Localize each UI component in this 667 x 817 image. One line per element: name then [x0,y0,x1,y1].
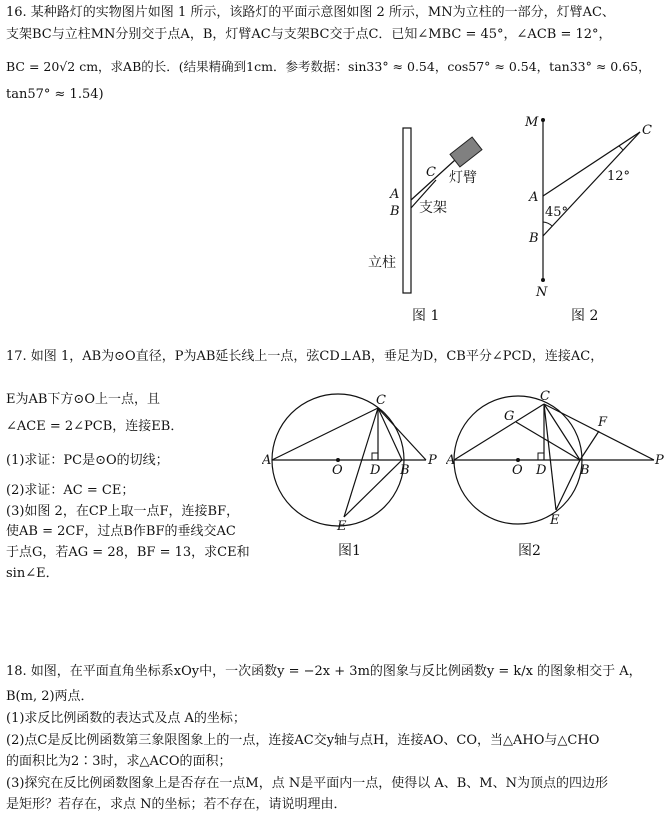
point-O [336,458,340,462]
line-AC [543,132,640,196]
point-O [516,458,520,462]
label-A: A [529,190,539,205]
label-angle-C: 12° [607,169,631,184]
p16-figure-1 [360,120,500,330]
p16-line-1: 16. 某种路灯的实物图片如图 1 所示，该路灯的平面示意图如图 2 所示，MN为立柱的一部分，灯臂AC、 [6,5,615,20]
label-M: M [525,115,539,130]
caption-fig2: 图2 [518,543,541,559]
label-C: C [376,393,386,408]
p18-line-7: 是矩形？若存在，求点 N的坐标；若不存在，请说明理由． [6,797,347,812]
line-BC [543,132,640,236]
line-AC [454,404,544,460]
label-P: P [655,453,664,468]
p17-line-9: sin∠E． [6,566,59,581]
p18-line-3: (1)求反比例函数的表达式及点 A的坐标； [6,711,246,726]
label-A: A [262,453,272,468]
caption-fig2: 图 2 [571,308,599,324]
right-angle-mark [538,453,544,460]
label-E: E [550,513,560,528]
label-G: G [504,409,515,424]
lamp-head-shape [450,137,482,167]
p17-line-1: 17. 如图 1，AB为⊙O直径，P为AB延长线上一点，弦CD⊥AB，垂足为D，CB平分∠PCD，连接AC， [6,349,604,364]
label-P: P [428,453,437,468]
label-angle-B: 45° [545,205,569,220]
p16-line-2: 支架BC与立柱MN分别交于点A，B，灯臂AC与支架BC交于点C．已知∠MBC = 45°，∠ACB = 12°， [6,27,612,42]
label-B: B [390,204,400,219]
label-bracket: 支架 [419,200,447,216]
p17-line-3: ∠ACE = 2∠PCB，连接EB． [6,419,184,434]
line-GB [516,422,580,460]
caption-fig1: 图1 [338,543,361,559]
p17-line-5: (2)求证：AC = CE； [6,483,135,498]
label-B: B [400,463,410,478]
p17-line-6: (3)如图 2，在CP上取一点F，连接BF， [6,504,240,519]
p16-line-3: BC = 20√2 cm，求AB的长．(结果精确到1cm．参考数据：sin33° ≈ 0.54，cos57° ≈ 0.54，tan33° ≈ 0.65， [6,59,651,74]
label-A: A [390,187,400,202]
label-C: C [642,123,652,138]
p17-line-2: E为AB下方⊙O上一点，且 [6,392,160,407]
p17-figure-2 [446,382,667,562]
label-B: B [529,231,539,246]
p17-line-4: (1)求证：PC是⊙O的切线； [6,453,169,468]
line-CP [378,408,426,460]
label-N: N [536,285,548,300]
label-D: D [536,463,547,478]
label-B: B [580,463,590,478]
label-arm: 灯臂 [449,170,477,186]
line-BF [580,431,599,460]
p16-line-4: tan57° ≈ 1.54) [6,87,104,102]
pole-shape [403,128,411,293]
point-N [541,278,545,282]
p17-line-8: 于点G，若AG = 28，BF = 13，求CE和 [6,545,250,560]
p16-figure-2 [515,110,665,330]
label-C: C [426,165,436,180]
angle-C-arc [619,146,623,150]
label-O: O [512,463,523,478]
p17-line-7: 使AB = 2CF，过点B作BF的垂线交AC [6,524,236,539]
line-AC [272,408,378,460]
right-angle-mark [372,453,378,460]
label-D: D [370,463,381,478]
label-O: O [332,463,343,478]
p18-line-4: (2)点C是反比例函数第三象限图象上的一点，连接AC交y轴与点H，连接AO、CO，当△AHO与△CHO [6,733,600,748]
point-M [541,118,545,122]
p18-line-6: (3)探究在反比例函数图象上是否存在一点M，点 N是平面内一点，使得以 A、B、M、N为顶点的四边形 [6,776,608,791]
angle-B-arc [543,222,552,226]
p18-line-1: 18. 如图，在平面直角坐标系xOy中，一次函数y = −2x + 3m的图象与反比例函数y = k/x 的图象相交于 A， [6,664,642,679]
p18-line-5: 的面积比为2∶3时，求△ACO的面积； [6,754,232,769]
p17-figure-1 [262,382,442,562]
p18-line-2: B(m, 2)两点． [6,689,94,704]
label-E: E [337,519,347,534]
label-A: A [446,453,456,468]
label-F: F [598,415,608,430]
label-C: C [540,389,550,404]
caption-fig1: 图 1 [412,308,440,324]
label-pole: 立柱 [368,255,396,271]
